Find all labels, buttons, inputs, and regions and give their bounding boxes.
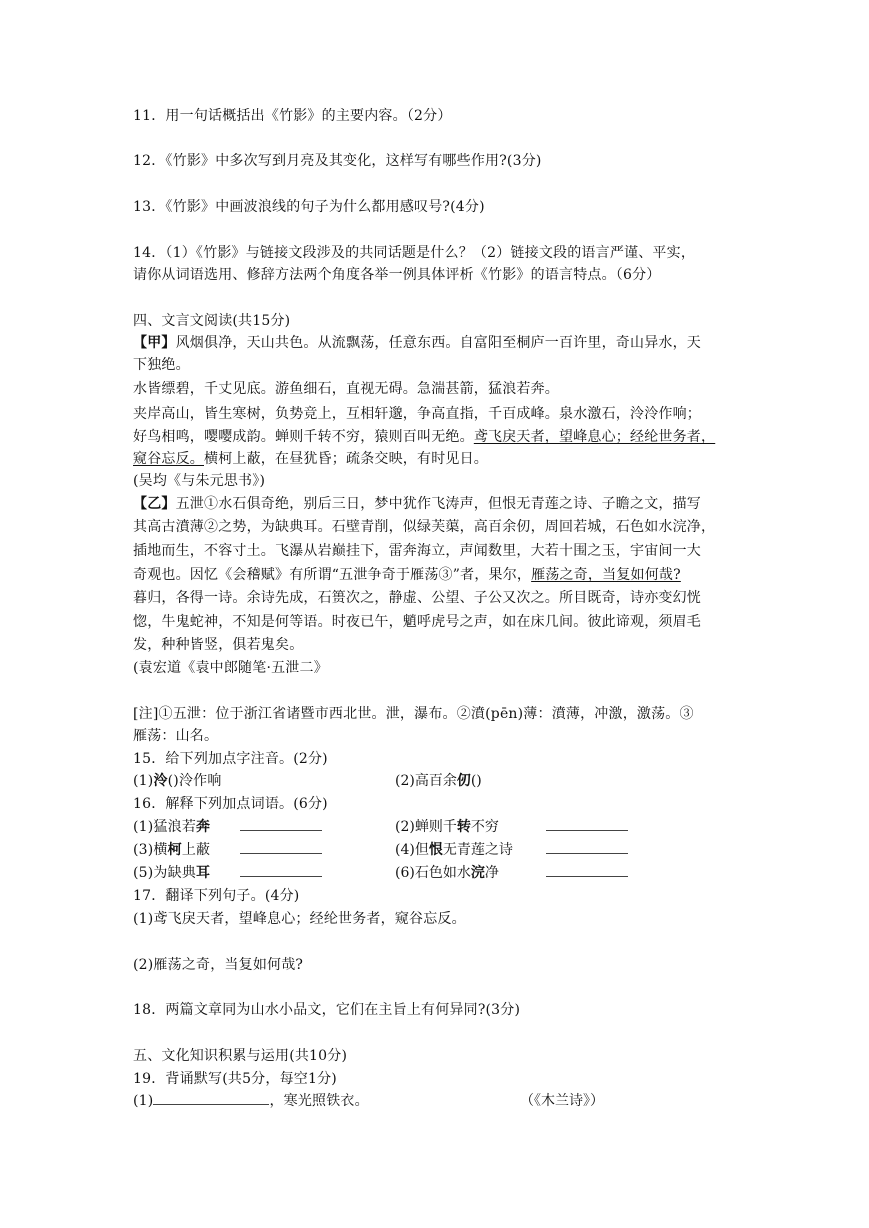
q19-item-1: (1) ，寒光照铁衣。	[133, 1093, 369, 1109]
question-14-line2: 请你从词语选用、修辞方法两个角度各举一例具体评析《竹影》的语言特点。（6分）	[133, 267, 661, 283]
question-15-title: 15．给下列加点字注音。(2分)	[133, 751, 328, 767]
jia-line-3: 水皆缥碧，千丈见底。游鱼细石，直视无碍。急湍甚箭，猛浪若奔。	[133, 381, 559, 397]
jia-line-6: 窥谷忘反。横柯上蔽，在昼犹昏；疏条交映，有时见日。	[133, 451, 488, 467]
question-11: 11．用一句话概括出《竹影》的主要内容。（2分）	[133, 108, 452, 124]
question-12: 12．《竹影》中多次写到月亮及其变化，这样写有哪些作用?(3分)	[133, 153, 542, 169]
question-18: 18．两篇文章同为山水小品文，它们在主旨上有何异同?(3分)	[133, 1002, 521, 1018]
yi-source: (袁宏道《袁中郎随笔·五泄二》	[133, 660, 328, 676]
yi-tag: 【乙】	[133, 496, 176, 512]
underlined-sentence-2: 雁荡之奇，当复如何哉?	[531, 567, 681, 583]
underlined-sentence: 鸢飞戾天者，望峰息心；经纶世务者，	[473, 429, 716, 445]
answer-blank[interactable]	[546, 864, 628, 877]
answer-blank[interactable]	[240, 841, 322, 854]
yi-line-3: 插地而生，不容寸土。飞瀑从岩巅挂下，雷奔海立，声闻数里，大若十围之玉，宇宙间一大	[133, 543, 701, 559]
fill-blank[interactable]	[153, 1092, 269, 1105]
q19-item-1-source: （《木兰诗》）	[520, 1093, 604, 1109]
answer-blank[interactable]	[546, 818, 628, 831]
q16-item-3: (3)横柯上蔽	[133, 842, 211, 858]
jia-line-5: 好鸟相鸣，嘤嘤成韵。蝉则千转不穷，猿则百叫无绝。鸢飞戾天者，望峰息心；经纶世务者，	[133, 429, 716, 445]
yi-line-7: 发，种种皆竖，俱若鬼矣。	[133, 637, 304, 653]
q16-item-4: (4)但恨无青莲之诗	[395, 842, 513, 858]
note-line-2: 雁荡：山名。	[133, 728, 219, 744]
section-5-heading: 五、文化知识积累与运用(共10分)	[133, 1048, 348, 1064]
answer-blank[interactable]	[240, 818, 322, 831]
yi-line-5: 暮归，各得一诗。余诗先成，石篑次之，静虚、公望、子公又次之。所目既奇，诗亦变幻恍	[133, 590, 701, 606]
q16-item-1: (1)猛浪若奔	[133, 819, 211, 835]
jia-line-2: 下独绝。	[133, 357, 190, 373]
q16-item-5: (5)为缺典耳	[133, 865, 211, 881]
yi-line-1: 【乙】五泄①水石俱奇绝，别后三日，梦中犹作飞涛声，但恨无青莲之诗、子瞻之文，描写	[133, 496, 702, 512]
question-16-title: 16．解释下列加点词语。(6分)	[133, 796, 328, 812]
answer-blank[interactable]	[546, 841, 628, 854]
underlined-sentence-end: 窥谷忘反。	[133, 451, 204, 467]
note-line-1: [注]①五泄：位于浙江省诸暨市西北世。泄，瀑布。②濆(pēn)薄：濆薄，冲激，激荡。③	[133, 706, 694, 722]
question-14-line1: 14．（1）《竹影》与链接文段涉及的共同话题是什么？（2）链接文段的语言严谨、平实，	[133, 245, 696, 261]
yi-line-4: 奇观也。因忆《会稽赋》有所谓“五泄争奇于雁荡③”者，果尔，雁荡之奇，当复如何哉?	[133, 567, 681, 583]
section-4-heading: 四、文言文阅读(共15分)	[133, 313, 291, 329]
jia-line-1: 【甲】风烟俱净，天山共色。从流飘荡，任意东西。自富阳至桐庐一百许里，奇山异水，天	[133, 335, 702, 351]
q16-item-6: (6)石色如水浣净	[395, 865, 499, 881]
question-17-title: 17．翻译下列句子。(4分)	[133, 888, 300, 904]
jia-line-4: 夹岸高山，皆生寒树，负势竞上，互相轩邈，争高直指，千百成峰。泉水激石，泠泠作响；	[133, 406, 701, 422]
q15-item-1: (1)泠()泠作响	[133, 773, 222, 789]
q16-item-2: (2)蝉则千转不穷	[395, 819, 499, 835]
jia-source: (吴均《与朱元思书》)	[133, 473, 266, 489]
yi-line-2: 其高古濆薄②之势，为缺典耳。石壁青削，似绿芙蕖，高百余仞，周回若城，石色如水浣净，	[133, 519, 716, 535]
answer-blank[interactable]	[240, 864, 322, 877]
jia-tag: 【甲】	[133, 335, 176, 351]
q17-sentence-1: (1)鸢飞戾天者，望峰息心；经纶世务者，窥谷忘反。	[133, 911, 466, 927]
q17-sentence-2: (2)雁荡之奇，当复如何哉?	[133, 957, 304, 973]
question-13: 13．《竹影》中画波浪线的句子为什么都用感叹号?(4分)	[133, 199, 485, 215]
yi-line-6: 惚，牛鬼蛇神，不知是何等语。时夜已午，魈呼虎号之声，如在床几间。彼此谛观，须眉毛	[133, 614, 701, 630]
q15-item-2: (2)高百余仞()	[395, 773, 482, 789]
question-19-title: 19．背诵默写(共5分，每空1分)	[133, 1071, 337, 1087]
